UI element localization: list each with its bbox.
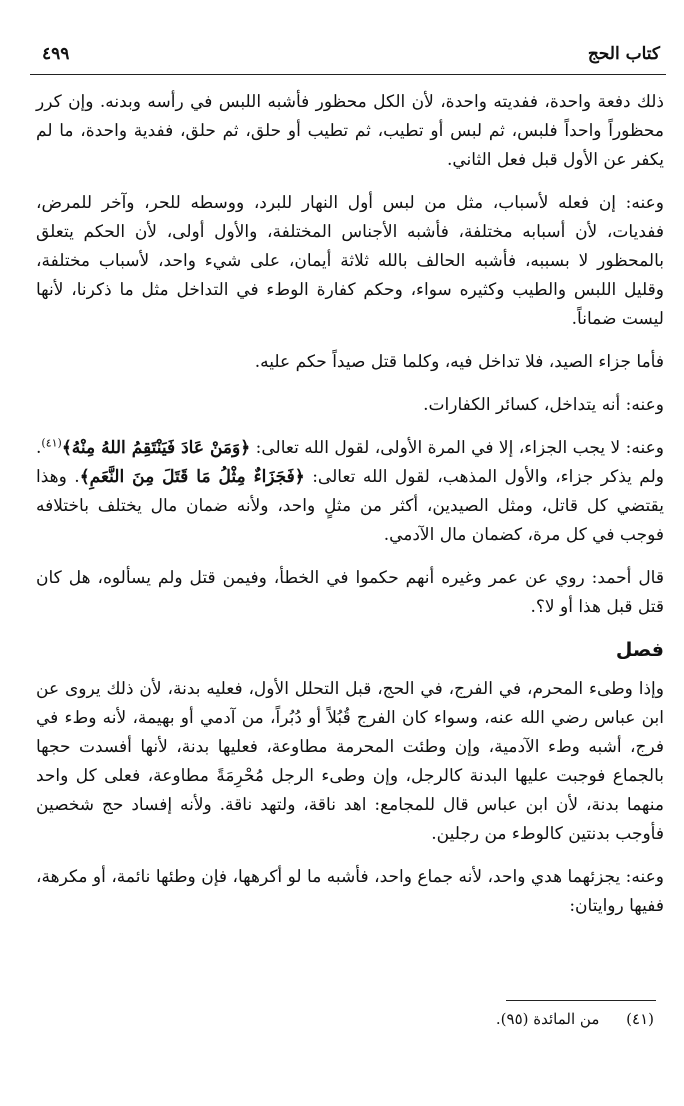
- quran-verse: ﴿فَجَزَاءٌ مِثْلُ مَا قَتَلَ مِنَ النَّعَمِ﴾: [79, 467, 305, 487]
- paragraphs-top: [36, 88, 664, 622]
- paragraph: [36, 434, 664, 550]
- running-header: [30, 40, 660, 74]
- paragraph-text: . وهذا يقتضي كل قاتل، ومثل الصيدين، أكثر من مثلٍ واحد، ولأنه ضمان مال يختلف باختلافه فوجب في كل مرة، كضمان مال الآدمي.: [36, 467, 664, 545]
- paragraph-text: قال أحمد: روي عن عمر وغيره أنهم حكموا في الخطأ، وفيمن قتل ولم يسألوه، هل كان قتل قبل هذا أو لا؟.: [36, 568, 664, 617]
- quran-verse: ﴿وَمَنْ عَادَ فَيَنْتَقِمُ اللهُ مِنْهُ﴾: [61, 438, 251, 458]
- footnote-text: من المائدة (٩٥).: [495, 1010, 600, 1028]
- footnote-reference: (٤١): [41, 436, 62, 450]
- header-divider: [30, 74, 666, 75]
- paragraph-text: . ولم يذكر جزاء، والأول المذهب، لقول الله تعالى:: [36, 438, 664, 487]
- section-heading: فصل: [615, 639, 664, 661]
- paragraph-text: وإذا وطىء المحرم، في الفرج، في الحج، قبل التحلل الأول، فعليه بدنة، لأن ذلك يروى عن ابن عباس رضي الله عنه، وسواء كان الفرج قُبُلاً أو دُبُراً، من آدمي أو بهيمة، لأنه وطء في فرج، أشبه وطء الآدمية، وإن وطئت المحرمة مطاوعة، فعليها بدنة، لأنها أفسدت حجها بالجماع فوجبت عليها البدنة كالرجل، وإن وطىء الرجل مُحْرِمَةً مطاوعة، فعلى كل واحد منهما بدنة، لأن ابن عباس قال للمجامع: اهد ناقة، ولتهد ناقة. ولأنه إفساد حج شخصين فأوجب بدنتين كالوطء من رجلين.: [36, 679, 664, 844]
- paragraph: [36, 88, 664, 175]
- footnote-divider: [506, 1000, 656, 1001]
- paragraph: [36, 391, 664, 420]
- paragraph-text: وعنه: يجزئهما هدي واحد، لأنه جماع واحد، فأشبه ما لو أكرهها، فإن وطئها نائمة، أو مكرهة، ففيها روايتان:: [36, 867, 664, 916]
- footnote: [26, 1006, 654, 1032]
- paragraph-text: وعنه: أنه يتداخل، كسائر الكفارات.: [423, 395, 664, 415]
- paragraph: [36, 863, 664, 921]
- paragraphs-bottom: [36, 675, 664, 921]
- paragraph-text: فأما جزاء الصيد، فلا تداخل فيه، وكلما قتل صيداً حكم عليه.: [254, 352, 664, 372]
- paragraph-text: ذلك دفعة واحدة، ففديته واحدة، لأن الكل محظور فأشبه اللبس في رأسه وبدنه. وإن كرر محظوراً واحداً فلبس، ثم لبس أو تطيب، ثم تطيب أو حلق، ثم حلق، ففدية واحدة، ما لم يكفر عن الأول قبل فعل الثاني.: [36, 92, 664, 170]
- paragraph: [36, 564, 664, 622]
- footnote-number: (٤١): [626, 1010, 654, 1028]
- paragraph: [36, 675, 664, 849]
- paragraph: [36, 348, 664, 377]
- paragraph-text: وعنه: لا يجب الجزاء، إلا في المرة الأولى، لقول الله تعالى:: [250, 438, 665, 458]
- paragraph-text: وعنه: إن فعله لأسباب، مثل من لبس أول النهار للبرد، ووسطه للحر، وآخر للمرض، ففديات، لأن أسبابه مختلفة، فأشبه الأجناس المختلفة، والأول أولى، لأن الحكم يتعلق بالمحظور لا بسببه، فأشبه الحالف بالله ثلاثة أيمان، على شيء واحد، لأسباب مختلفة، وقليل اللبس والطيب وكثيره سواء، وحكم كفارة الوطء في التداخل مثل ما ذكرنا، لأنها ليست ضماناً.: [36, 193, 664, 329]
- main-text: [36, 88, 664, 935]
- chapter-title: كتاب الحج: [587, 44, 660, 64]
- paragraph: [36, 189, 664, 334]
- page-number: ٤٩٩: [42, 44, 70, 64]
